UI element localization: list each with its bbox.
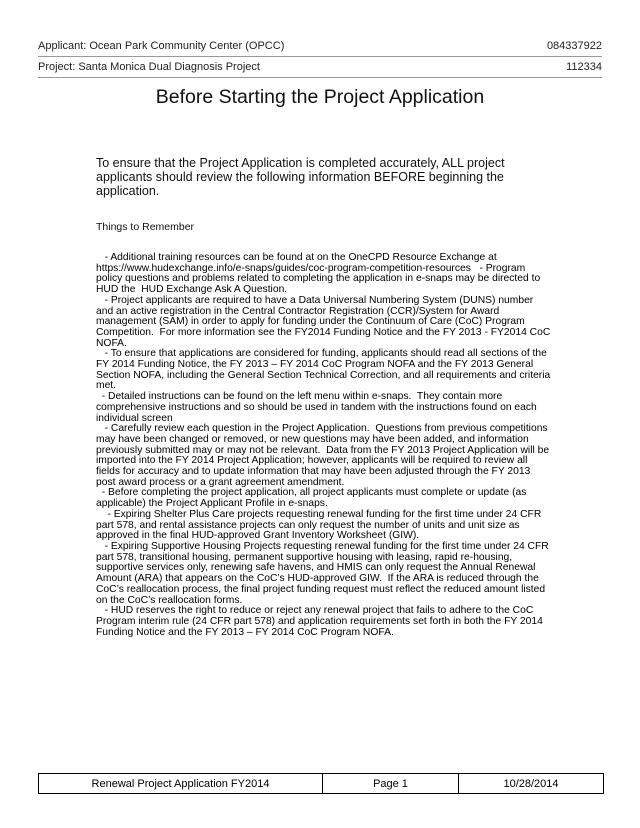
instruction-item: - Expiring Supportive Housing Projects requesting renewal funding for the first time under 24 CFR part 578, transitional housing, permanent supportive housing with leasing, rapid re-housing, supportive services only, renewing safe havens, and HMIS can only request the Annual Renewal Amount (ARA) that appears on the CoC’s HUD-approved GIW. If the ARA is reduced through the CoC’s reallocation process, the final project funding request must reflect the reduced amount listed on the CoC’s reallocation forms. (96, 540, 552, 606)
project-name: Project: Santa Monica Dual Diagnosis Project (38, 61, 260, 73)
header-divider (38, 56, 602, 57)
page-title: Before Starting the Project Application (155, 86, 485, 108)
instructions-body (96, 252, 554, 638)
things-heading: Things to Remember (96, 221, 195, 233)
project-row (38, 59, 602, 75)
instruction-item: - To ensure that applications are considered for funding, applicants should read all sections of the FY 2014 Funding Notice, the FY 2013 – FY 2014 CoC Program NOFA and the FY 2013 General Section NOFA, including the General Section Technical Correction, and all requirements and criteria met. (96, 348, 554, 392)
instruction-item: - Carefully review each question in the Project Application. Questions from previous competitions may have been changed or removed, or new questions may have been added, and information previously submitted may or may not be relevant. Data from the FY 2013 Project Application will be imported into the FY 2014 Project Application; however, applicants will be required to review all fields for accuracy and to update information that may have been adjusted through the FY 2013 post award process or a grant agreement amendment. (96, 423, 552, 488)
instruction-item: - Detailed instructions can be found on the left menu within e-snaps. They contain more comprehensive instructions and so should be used in tandem with the instructions found on each individual screen (96, 391, 540, 424)
project-id: 112334 (566, 61, 602, 73)
instruction-item: - HUD reserves the right to reduce or reject any renewal project that fails to adhere to the CoC Program interim rule (24 CFR part 578) and application requirements set forth in both the FY 2014 Funding Notice and the FY 2013 – FY 2014 CoC Program NOFA. (96, 605, 546, 638)
footer-doc-title: Renewal Project Application FY2014 (39, 774, 323, 793)
applicant-row (38, 38, 602, 54)
instruction-item: - Before completing the project application, all project applicants must complete or update (as applicable) the Project Applicant Profile in e-snaps. (96, 487, 530, 510)
instruction-item: - Project applicants are required to have a Data Universal Numbering System (DUNS) number and an active registration in the Central Contractor Registration (CCR)/System for Award management (SAM) in order to apply for funding under the Continuum of Care (CoC) Program Competition. For more information see the FY2014 Funding Notice and the FY 2013 - FY2014 CoC NOFA. (96, 294, 554, 349)
footer-date: 10/28/2014 (503, 777, 559, 790)
page-header (38, 38, 602, 80)
instruction-item: - Additional training resources can be found at on the OneCPD Resource Exchange at https://www.hudexchange.info/e-snaps/guides/coc-program-competition-resources - Program policy questions and problems related to completing the application in e-snaps may be directed to HUD the HUD Exchange Ask A Question. (96, 252, 544, 296)
footer-page-number: Page 1 (323, 774, 459, 793)
header-divider-bottom (38, 77, 602, 78)
applicant-id: 084337922 (546, 40, 602, 52)
intro-paragraph: To ensure that the Project Application is completed accurately, ALL project applicants should review the following information BEFORE beginning the application. (96, 156, 505, 198)
instruction-item: - Expiring Shelter Plus Care projects requesting renewal funding for the first time under 24 CFR part 578, and rental assistance projects can only request the number of units and unit size as approved in the final HUD-approved Grant Inventory Worksheet (GIW). (96, 508, 545, 542)
applicant-name: Applicant: Ocean Park Community Center (OPCC) (38, 40, 285, 52)
page-footer (38, 773, 604, 794)
